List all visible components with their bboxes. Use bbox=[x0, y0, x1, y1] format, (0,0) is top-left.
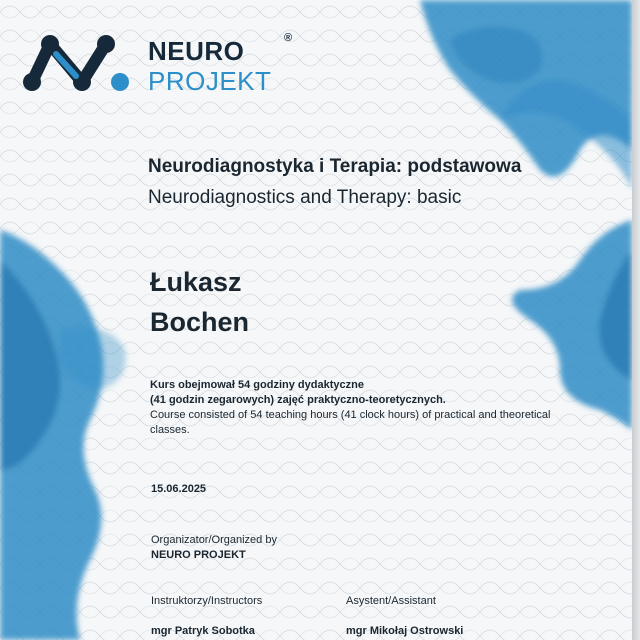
assistant-name: mgr Mikołaj Ostrowski bbox=[346, 625, 464, 637]
description-english: Course consisted of 54 teaching hours (41 clock hours) of practical and theoretical classes. bbox=[150, 409, 551, 436]
instructor-name: mgr Patryk Sobotka bbox=[151, 625, 255, 637]
recipient-last-name: Bochen bbox=[150, 307, 250, 337]
course-description bbox=[150, 378, 570, 438]
logo-brand-top: NEURO bbox=[148, 36, 245, 66]
logo-brand-bottom: PROJEKT bbox=[148, 66, 272, 96]
course-title-polish: Neurodiagnostyka i Terapia: podstawowa bbox=[148, 156, 522, 177]
organizer-label: Organizator/Organized by bbox=[151, 534, 277, 546]
recipient-name bbox=[150, 262, 249, 342]
neuro-logo-icon bbox=[20, 30, 138, 98]
organizer-name: NEURO PROJEKT bbox=[151, 549, 246, 561]
recipient-first-name: Łukasz bbox=[150, 267, 242, 297]
registered-mark: ® bbox=[284, 32, 293, 44]
description-polish-line2: (41 godzin zegarowych) zajęć praktyczno-teoretycznych. bbox=[150, 394, 446, 406]
neuro-projekt-logo bbox=[20, 30, 300, 100]
course-title-english: Neurodiagnostics and Therapy: basic bbox=[148, 187, 462, 208]
description-polish-line1: Kurs obejmował 54 godziny dydaktyczne bbox=[150, 379, 364, 391]
instructors-label: Instruktorzy/Instructors bbox=[151, 595, 263, 607]
paper-edge bbox=[632, 0, 640, 640]
assistant-label: Asystent/Assistant bbox=[346, 595, 436, 607]
issue-date: 15.06.2025 bbox=[151, 483, 207, 495]
